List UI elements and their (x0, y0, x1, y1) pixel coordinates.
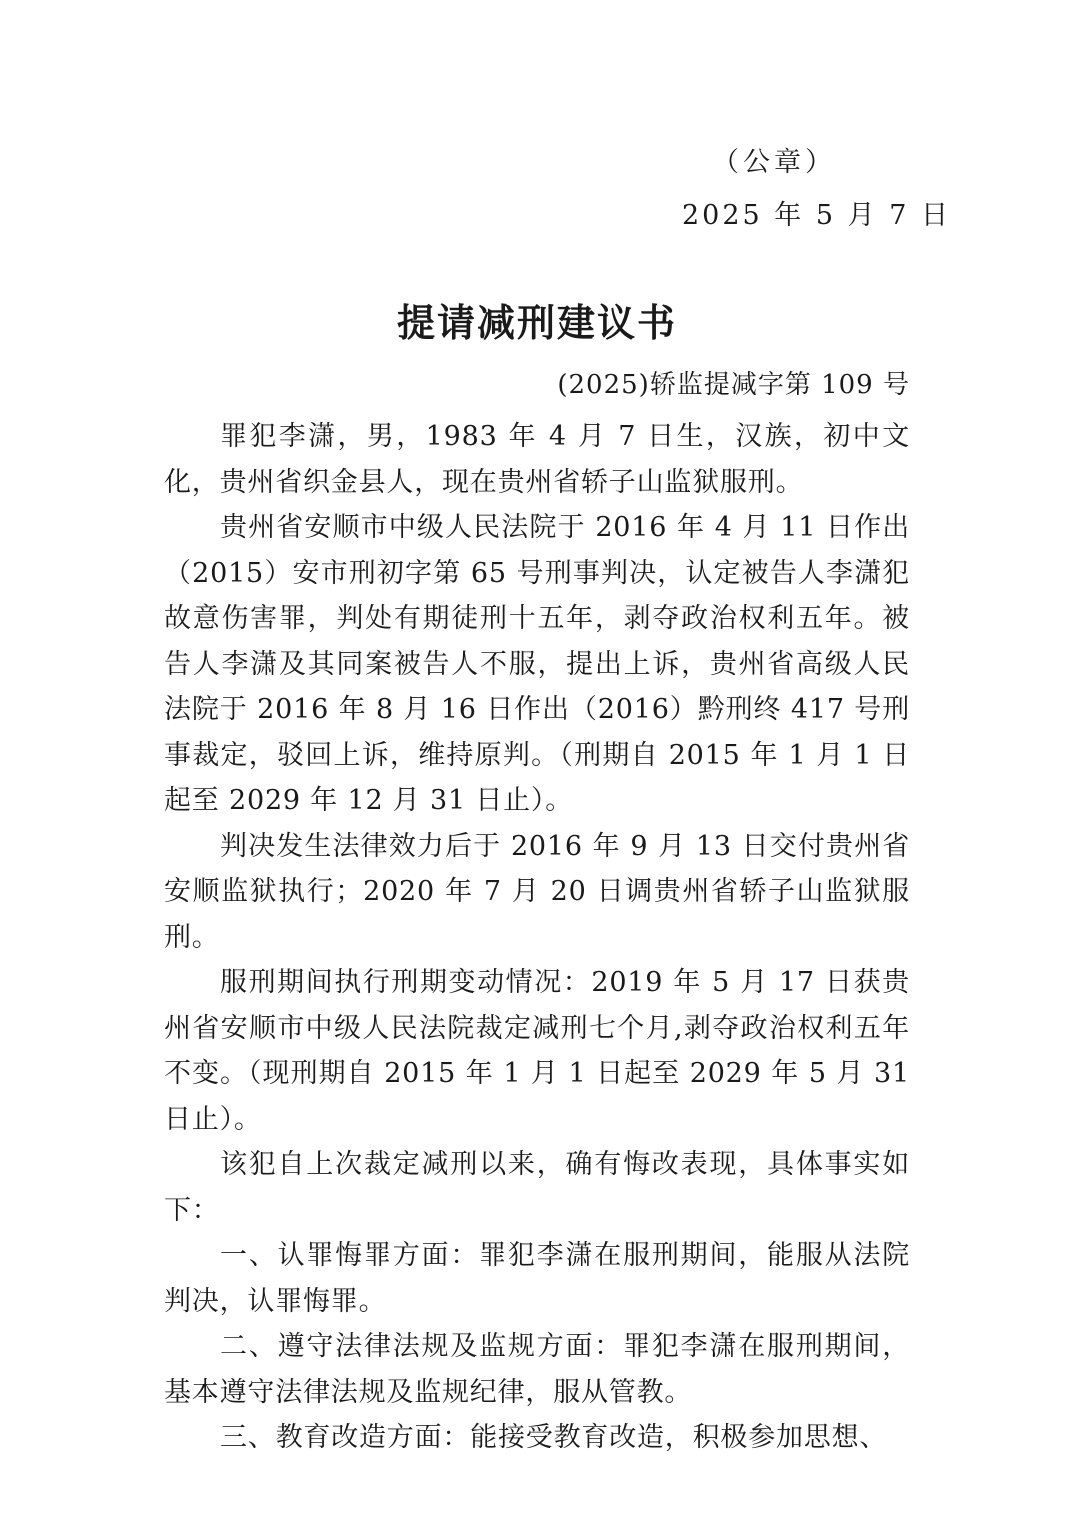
issue-date: 2025 年 5 月 7 日 (682, 200, 951, 231)
paragraph-repentance-intro: 该犯自上次裁定减刑以来，确有悔改表现，具体事实如下： (164, 1149, 910, 1226)
document-body (164, 414, 910, 1461)
document-number: (2025)轿监提减字第 109 号 (557, 370, 910, 400)
paragraph-item-2: 二、遵守法律法规及监规方面：罪犯李潇在服刑期间，基本遵守法律法规及监规纪律，服从管教。 (164, 1331, 910, 1408)
official-seal-placeholder: （公章） (712, 147, 836, 178)
paragraph-sentence-changes: 服刑期间执行刑期变动情况：2019 年 5 月 17 日获贵州省安顺市中级人民法院裁定减刑七个月,剥夺政治权利五年不变。（现刑期自 2015 年 1 月 1 日起至 2029 年 5 月 31 日止）。 (164, 967, 910, 1135)
paragraph-criminal-info: 罪犯李潇，男，1983 年 4 月 7 日生，汉族，初中文化，贵州省织金县人，现在贵州省轿子山监狱服刑。 (164, 421, 910, 498)
paragraph-execution: 判决发生法律效力后于 2016 年 9 月 13 日交付贵州省安顺监狱执行；2020 年 7 月 20 日调贵州省轿子山监狱服刑。 (164, 830, 910, 953)
paragraph-item-1: 一、认罪悔罪方面：罪犯李潇在服刑期间，能服从法院判决，认罪悔罪。 (164, 1240, 910, 1317)
document-title: 提请减刑建议书 (396, 300, 677, 345)
paragraph-original-judgment: 贵州省安顺市中级人民法院于 2016 年 4 月 11 日作出（2015）安市刑初字第 65 号刑事判决，认定被告人李潇犯故意伤害罪，判处有期徒刑十五年，剥夺政治权利五年。被告人李潇及其同案被告人不服，提出上诉，贵州省高级人民法院于 2016 年 8 月 16 日作出（2016）黔刑终 417 号刑事裁定，驳回上诉，维持原判。（刑期自 2015 年 1 月 1 日起至 2029 年 12 月 31 日止）。 (164, 512, 910, 816)
paragraph-item-3: 三、教育改造方面：能接受教育改造，积极参加思想、 (220, 1422, 888, 1453)
